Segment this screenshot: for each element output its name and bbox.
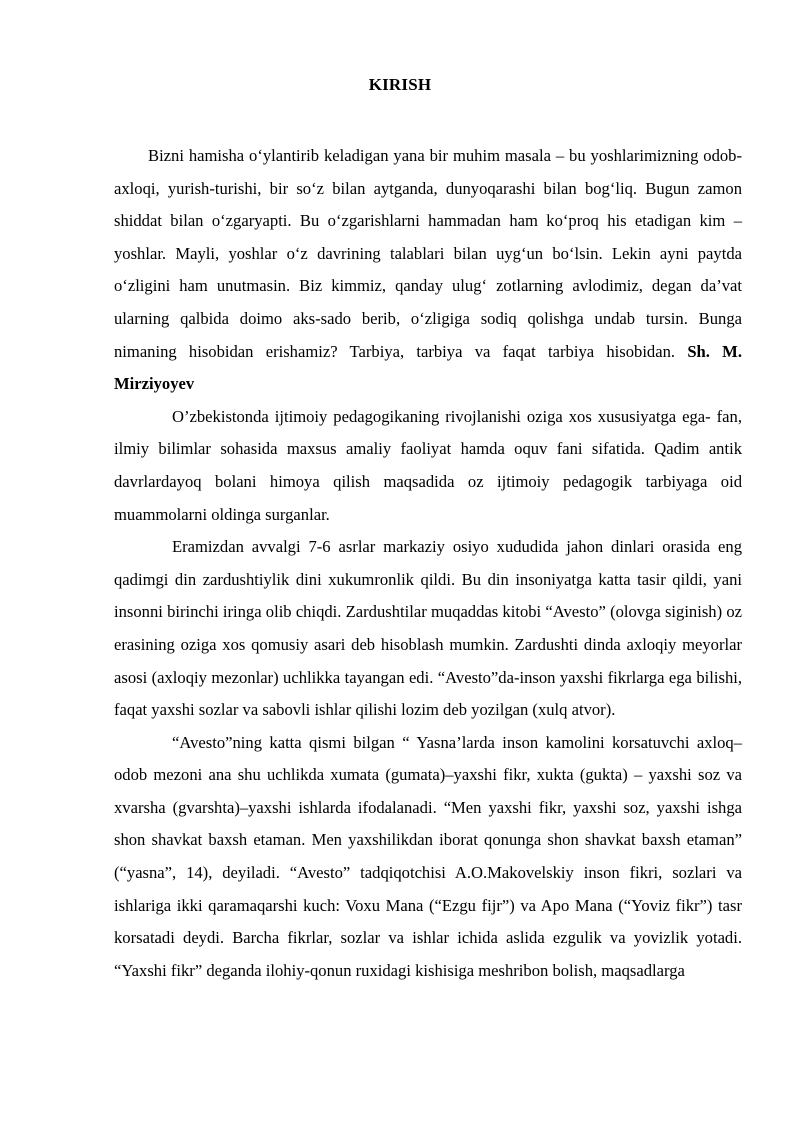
body-paragraph-2: Eramizdan avvalgi 7-6 asrlar markaziy osiyo xududida jahon dinlari orasida eng qadimgi din zardushtiylik dini xukumronlik qildi. Bu din insoniyatga katta tasir qildi, yani insonni birinchi iringa olib chiqdi. Zardushtilar muqaddas kitobi “Avesto” (olovga siginish) oz erasining oziga xos qomusiy asari deb hisoblash mumkin. Zardushti dinda axloqiy meyorlar asosi (axloqiy mezonlar) uchlikka tayangan edi. “Avesto”da-inson yaxshi fikrlarga ega bilishi, faqat yaxshi sozlar va sabovli ishlar qilishi lozim deb yozilgan (xulq atvor). [114, 537, 742, 720]
body-paragraph-3: “Avesto”ning katta qismi bilgan “ Yasna’larda inson kamolini korsatuvchi axloq–odob mezoni ana shu uchlikda xumata (gumata)–yaxshi fikr, xukta (gukta) – yaxshi soz va xvarsha (gvarshta)–yaxshi ishlarda ifodalanadi. “Men yaxshi fikr, yaxshi soz, yaxshi ishga shon shavkat baxsh etaman. Men yaxshilikdan iborat qonunga shon shavkat baxsh etaman” (“yasna”, 14), deyiladi. “Avesto” tadqiqotchisi A.O.Makovelskiy inson fikri, sozlari va ishlariga ikki qaramaqarshi kuch: Voxu Mana (“Ezgu fijr”) va Apo Mana (“Yoviz fikr”) tasr korsatadi deydi. Barcha fikrlar, sozlar va ishlar ichida aslida ezgulik va yovizlik yotadi. “Yaxshi fikr” deganda ilohiy-qonun ruxidagi kishisiga meshribon bolish, maqsadlarga [114, 732, 742, 980]
epigraph-paragraph [114, 140, 742, 401]
page-title: KIRISH [368, 75, 432, 94]
document-body [114, 140, 742, 987]
epigraph-author: Sh. M. Mirziyoyev [114, 341, 742, 394]
epigraph-text: Bizni hamisha o‘ylantirib keladigan yana bir muhim masala – bu yoshlarimizning odob-axloqi, yurish-turishi, bir so‘z bilan aytganda, dunyoqarashi bilan bog‘liq. Bugun zamon shiddat bilan o‘zgaryapti. Bu o‘zgarishlarni hammadan ham ko‘proq his etadigan kim – yoshlar. Mayli, yoshlar o‘z davrining talablari bilan uyg‘un bo‘lsin. Lekin ayni paytda o‘zligini ham unutmasin. Biz kimmiz, qanday ulug‘ zotlarning avlodimiz, degan da’vat ularning qalbida doimo aks-sado berib, o‘zligiga sodiq qolishga undab tursin. Bunga nimaning hisobidan erishamiz? Tarbiya, tarbiya va faqat tarbiya hisobidan. [114, 146, 742, 361]
body-paragraph-1: O’zbekistonda ijtimoiy pedagogikaning rivojlanishi oziga xos xususiyatga ega- fan, ilmiy bilimlar sohasida maxsus amaliy faoliyat hamda oquv fani sifatida. Qadim antik davrlardayoq bolani himoya qilish maqsadida oz ijtimoiy pedagogik tarbiyaga oid muammolarni oldinga surganlar. [114, 406, 742, 524]
